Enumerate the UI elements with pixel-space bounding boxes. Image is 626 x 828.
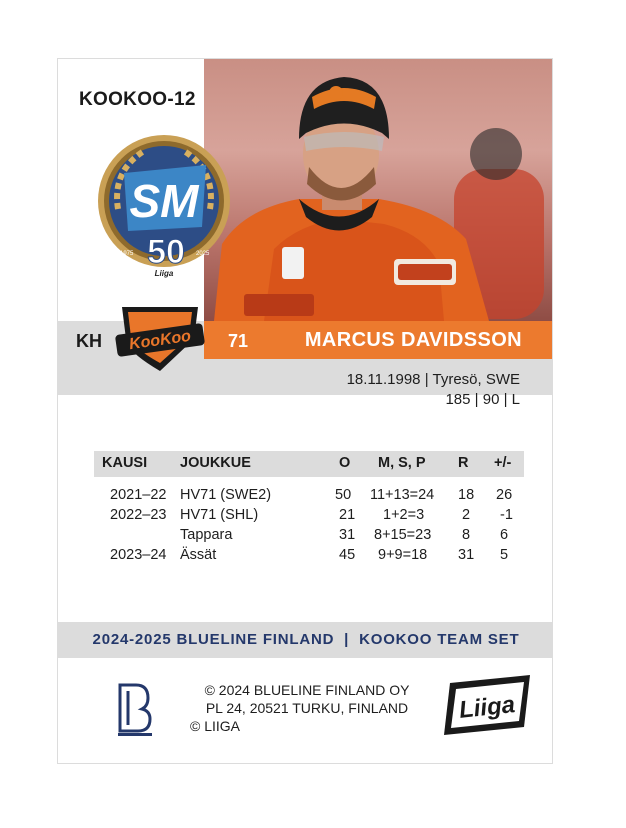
- player-name: MARCUS DAVIDSSON: [304, 329, 522, 351]
- header-plus-minus: +/-: [494, 455, 512, 471]
- row-team: HV71 (SHL): [180, 507, 259, 523]
- player-photo: [204, 59, 553, 321]
- row-penalties: 31: [458, 547, 475, 563]
- row-points: 1+2=3: [383, 507, 425, 523]
- blueline-logo: [114, 681, 158, 737]
- row-plus-minus: -1: [500, 507, 513, 523]
- row-season: 2021–22: [110, 487, 167, 503]
- row-team: HV71 (SWE2): [180, 487, 272, 503]
- row-season: 2023–24: [110, 547, 167, 563]
- copyright-line-2: PL 24, 20521 TURKU, FINLAND: [205, 700, 409, 716]
- trading-card-back: [57, 58, 553, 764]
- row-games: 50: [335, 487, 352, 503]
- anniversary-number: 50: [147, 233, 185, 271]
- badge-year-right: 2025: [196, 251, 210, 257]
- row-season: 2022–23: [110, 507, 167, 523]
- card-code: KOOKOO-12: [79, 89, 196, 110]
- row-points: 8+15=23: [374, 527, 432, 543]
- row-team: Tappara: [180, 527, 233, 543]
- header-penalties: R: [458, 455, 469, 471]
- copyright-line-3: © LIIGA: [190, 718, 240, 734]
- player-position: KH: [76, 331, 102, 351]
- birth-info: 18.11.1998 | Tyresö, SWE: [346, 371, 520, 388]
- header-season: KAUSI: [102, 455, 148, 471]
- badge-sub: Liiga: [154, 269, 174, 278]
- row-games: 21: [339, 507, 356, 523]
- header-team: JOUKKUE: [180, 455, 251, 471]
- row-plus-minus: 5: [500, 547, 509, 563]
- liiga-logo: [438, 671, 536, 739]
- row-points: 9+9=18: [378, 547, 428, 563]
- row-plus-minus: 6: [500, 527, 509, 543]
- copyright-line-1: © 2024 BLUELINE FINLAND OY: [204, 682, 410, 698]
- row-games: 45: [339, 547, 356, 563]
- row-plus-minus: 26: [496, 487, 513, 503]
- row-points: 11+13=24: [370, 487, 435, 503]
- set-title: 2024-2025 BLUELINE FINLAND | KOOKOO TEAM SET: [92, 631, 520, 648]
- player-photo-illustration: [204, 59, 553, 321]
- row-team: Ässät: [180, 547, 217, 563]
- row-penalties: 18: [458, 487, 475, 503]
- kookoo-team-logo: [112, 299, 208, 375]
- row-penalties: 2: [462, 507, 471, 523]
- kookoo-wordmark: KooKoo: [128, 327, 193, 354]
- jersey-number: 71: [228, 331, 249, 351]
- copyright-block: [182, 681, 432, 735]
- badge-year-left: 1975: [120, 251, 134, 257]
- row-games: 31: [339, 527, 356, 543]
- header-games: O: [339, 455, 351, 471]
- liiga-wordmark: Liiga: [457, 691, 517, 724]
- sm-letters: SM: [129, 175, 199, 227]
- row-penalties: 8: [462, 527, 471, 543]
- sm-liiga-50-anniversary-logo: [94, 131, 234, 281]
- header-points: M, S, P: [378, 455, 426, 471]
- body-measures: 185 | 90 | L: [445, 391, 520, 408]
